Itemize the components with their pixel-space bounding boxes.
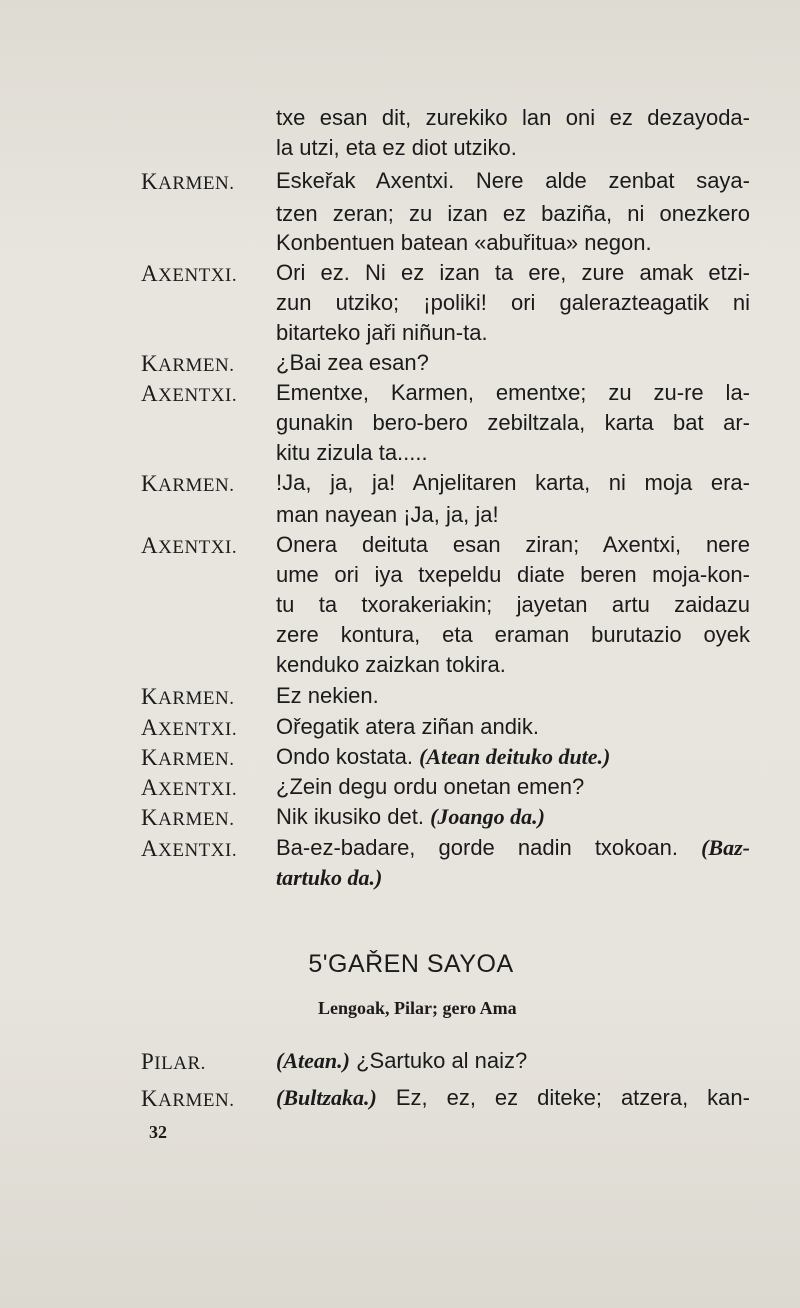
dialogue-line <box>276 802 750 832</box>
speaker-name: PILAR. <box>141 1049 206 1074</box>
dialogue-line <box>276 348 750 378</box>
speaker-name: AXENTXI. <box>141 836 238 861</box>
dialogue-line <box>276 500 750 530</box>
dialogue-line <box>276 590 750 620</box>
line-text: Ori ez. Ni ez izan ta ere, zure amak etzi- <box>276 260 750 285</box>
dialogue-line <box>276 772 750 802</box>
dialogue-line <box>276 199 750 229</box>
line-text: Ba-ez-badare, gorde nadin txokoan. <box>276 835 678 860</box>
line-text: txe esan dit, zurekiko lan oni ez dezayoda- <box>276 105 750 130</box>
line-text: Onera deituta esan ziran; Axentxi, nere <box>276 532 750 557</box>
page-number: 32 <box>149 1122 167 1142</box>
dialogue-line <box>276 1046 750 1076</box>
line-text: gunakin bero-bero zebiltzala, karta bat ar- <box>276 410 750 435</box>
dialogue-line <box>276 468 750 498</box>
line-text: bitarteko jaři niñun-ta. <box>276 320 488 345</box>
line-text: ¿Bai zea esan? <box>276 350 429 375</box>
dialogue-line <box>276 681 750 711</box>
dialogue-line <box>276 258 750 288</box>
dialogue-line <box>276 1083 750 1113</box>
line-text: Ořegatik atera ziñan andik. <box>276 714 539 739</box>
dialogue-line <box>276 438 750 468</box>
dialogue-line <box>276 863 750 893</box>
stage-direction: (Joango da.) <box>430 804 545 829</box>
line-text: Ez nekien. <box>276 683 379 708</box>
line-text: kenduko zaizkan tokira. <box>276 652 506 677</box>
dialogue-line <box>276 712 750 742</box>
speaker-name: KARMEN. <box>141 1086 235 1111</box>
speaker-name: AXENTXI. <box>141 715 238 740</box>
dialogue-line <box>276 228 750 258</box>
speaker-name: KARMEN. <box>141 745 235 770</box>
scene-title <box>0 950 800 979</box>
stage-direction: (Atean.) <box>276 1048 350 1073</box>
speaker-name: KARMEN. <box>141 471 235 496</box>
line-text: Ez, ez, ez diteke; atzera, kan- <box>395 1085 750 1110</box>
speaker-name: KARMEN. <box>141 169 235 194</box>
line-text: tu ta txorakeriakin; jayetan artu zaidazu <box>276 592 750 617</box>
speaker-name: AXENTXI. <box>141 261 238 286</box>
dialogue-line <box>276 288 750 318</box>
line-text: !Ja, ja, ja! Anjelitaren karta, ni moja era- <box>276 470 750 495</box>
dialogue-line <box>276 560 750 590</box>
stage-direction: (Atean deituko dute.) <box>419 744 611 769</box>
line-text: ¿Sartuko al naiz? <box>356 1048 528 1073</box>
stage-direction: tartuko da.) <box>276 865 383 890</box>
line-text: zere kontura, eta eraman burutazio oyek <box>276 622 750 647</box>
dialogue-line <box>276 620 750 650</box>
dialogue-line <box>276 833 750 863</box>
speaker-name: KARMEN. <box>141 805 235 830</box>
line-text: tzen zeran; zu izan ez baziña, ni onezkero <box>276 201 750 226</box>
dialogue-line <box>276 318 750 348</box>
dialogue-line <box>276 650 750 680</box>
line-text: ume ori iya txepeldu diate beren moja-kon- <box>276 562 750 587</box>
line-text: ¿Zein degu ordu onetan emen? <box>276 774 585 799</box>
line-text: kitu zizula ta..... <box>276 440 428 465</box>
dialogue-line <box>276 103 750 133</box>
dialogue-line <box>276 408 750 438</box>
dialogue-line <box>276 133 750 163</box>
line-text: Ementxe, Karmen, ementxe; zu zu-re la- <box>276 380 750 405</box>
stage-direction: (Bultzaka.) <box>276 1085 377 1110</box>
line-text: man nayean ¡Ja, ja, ja! <box>276 502 499 527</box>
line-text: Ondo kostata. <box>276 744 413 769</box>
dialogue-line <box>276 530 750 560</box>
speaker-name: AXENTXI. <box>141 533 238 558</box>
dialogue-line <box>276 378 750 408</box>
line-text: la utzi, eta ez diot utziko. <box>276 135 517 160</box>
line-text: Konbentuen batean «abuřitua» negon. <box>276 230 652 255</box>
dialogue-line <box>276 742 750 772</box>
line-text: zun utziko; ¡poliki! ori galerazteagatik ni <box>276 290 750 315</box>
dialogue-line <box>276 166 750 196</box>
speaker-name: AXENTXI. <box>141 775 238 800</box>
speaker-name: AXENTXI. <box>141 381 238 406</box>
speaker-name: KARMEN. <box>141 351 235 376</box>
line-text: Nik ikusiko det. <box>276 804 424 829</box>
speaker-name: KARMEN. <box>141 684 235 709</box>
line-text: Eskeřak Axentxi. Nere alde zenbat saya- <box>276 168 750 193</box>
scene-title-text: 5'GAŘEN SAYOA <box>308 950 514 978</box>
scene-subtitle: Lengoak, Pilar; gero Ama <box>318 998 517 1018</box>
stage-direction: (Baz- <box>701 835 750 860</box>
